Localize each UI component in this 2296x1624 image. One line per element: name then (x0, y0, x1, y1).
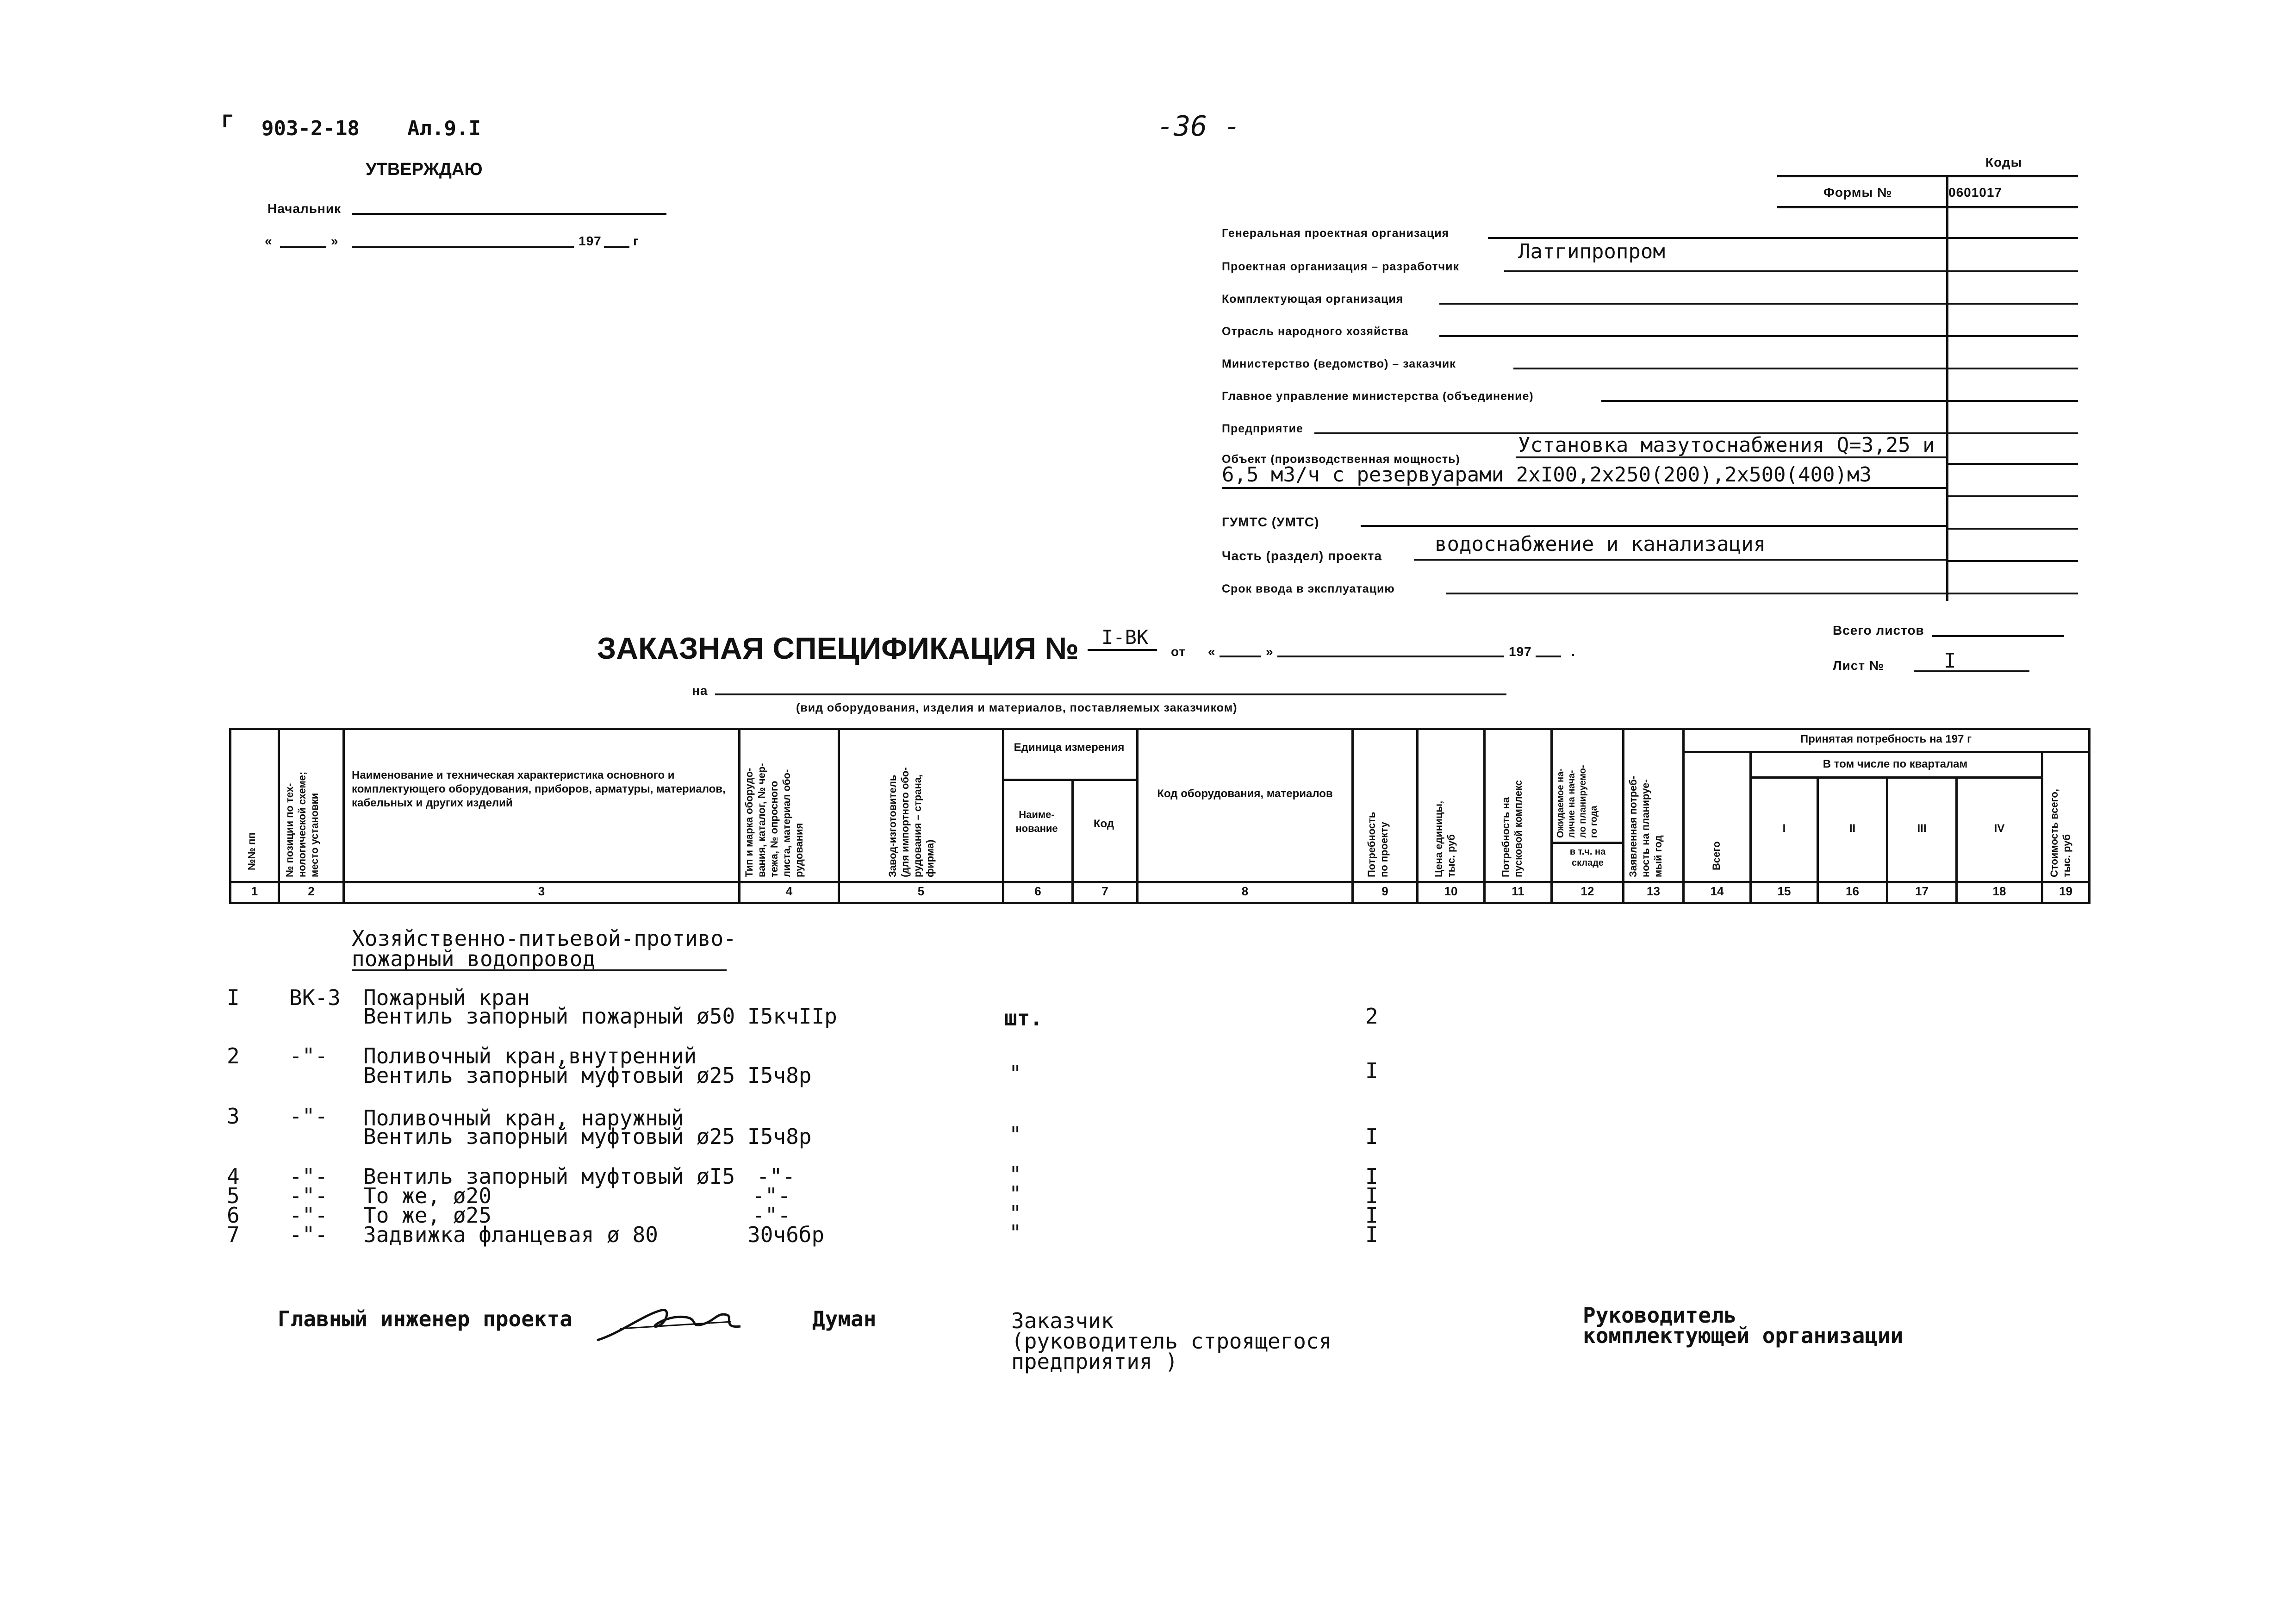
th-need-project: Потребность по проекту (1366, 812, 1390, 877)
table-top-border (229, 728, 2090, 730)
spec-number-line (1088, 649, 1157, 651)
v-border-1 (278, 728, 280, 904)
v-border-13 (1682, 728, 1685, 904)
th-position: № позиции по тех- нологической схеме; место установки (284, 771, 320, 877)
row-6-pos: -"- (289, 1203, 328, 1228)
th-expected: Ожидаемое на- личие на нача- ло планируемо- го года (1556, 765, 1599, 838)
term-line (1446, 593, 1946, 594)
enterprise-code (1948, 432, 2078, 434)
row-5-type: -"- (752, 1183, 791, 1208)
approve-day-line (280, 246, 326, 248)
row-2-name1: Поливочный кран,внутренний (363, 1043, 697, 1068)
th-declared: Заявленная потреб- ность на планируе- мый год (1627, 775, 1664, 877)
th-manufacturer: Завод-изготовитель (для импортного обо- рудования – страна, фирма) (887, 767, 936, 877)
col-num-11: 11 (1512, 884, 1524, 898)
main-dept-code (1948, 400, 2078, 402)
term-label: Срок ввода в эксплуатацию (1222, 582, 1395, 595)
col-num-8: 8 (1241, 884, 1249, 898)
table-numbers-bottom (229, 902, 2090, 904)
customer-3: предприятия ) (1011, 1349, 1178, 1374)
engineer-name: Думан (812, 1306, 877, 1331)
row-7-unit: " (1009, 1220, 1022, 1245)
col-num-14: 14 (1710, 884, 1724, 898)
sheet-line (1914, 670, 2029, 672)
row-7-name1: Задвижка фланцевая ø 80 (363, 1222, 658, 1247)
c12-split-line (1550, 842, 1622, 844)
object-code-2 (1948, 495, 2078, 497)
approve-date-close: » (331, 234, 339, 248)
ministry-line (1513, 368, 1946, 369)
row-3-no: 3 (227, 1104, 240, 1129)
chief-engineer-label: Главный инженер проекта (278, 1306, 572, 1331)
row-7-no: 7 (227, 1222, 240, 1247)
complect-org-label: Комплектующая организация (1222, 293, 1404, 306)
v-border-8 (1351, 728, 1354, 904)
spec-year-dot: . (1571, 644, 1575, 659)
th-in-stock: в т.ч. на складе (1569, 847, 1606, 868)
th-q4: IV (1994, 822, 2005, 835)
row-7-qty: I (1365, 1222, 1378, 1247)
object-line-2 (1222, 487, 1946, 489)
col-num-16: 16 (1846, 884, 1859, 898)
part-code (1948, 560, 2078, 562)
th-q2: II (1849, 822, 1856, 835)
v-border-7 (1136, 728, 1139, 904)
v-border-14 (1749, 751, 1752, 904)
col-num-4: 4 (785, 884, 793, 898)
row-7-type: 30ч6бр (747, 1222, 825, 1247)
gumts-code (1948, 528, 2078, 530)
enterprise-label: Предприятие (1222, 422, 1303, 435)
v-border-2 (342, 728, 345, 904)
gumts-line (1361, 525, 1946, 527)
unit-group-line (1002, 779, 1136, 781)
row-6-no: 6 (227, 1203, 240, 1228)
col-num-17: 17 (1915, 884, 1929, 898)
col-num-9: 9 (1381, 884, 1388, 898)
object-value-1: Установка мазутоснабжения Q=3,25 и (1518, 433, 1935, 457)
row-5-no: 5 (227, 1183, 240, 1208)
row-1-no: I (227, 985, 240, 1010)
album-number: Ал.9.I (407, 117, 481, 140)
codes-top-line (1777, 175, 2078, 177)
col-num-1: 1 (251, 884, 258, 898)
spec-on-caption: (вид оборудования, изделия и материалов, поставляемых заказчиком) (796, 701, 1238, 714)
approve-year-line (604, 246, 629, 248)
th-unit-group: Единица измерения (1014, 741, 1125, 754)
head-2: комплектующей организации (1583, 1323, 1904, 1348)
row-4-qty: I (1365, 1164, 1378, 1189)
spec-month-line (1277, 656, 1504, 657)
general-org-code (1948, 237, 2078, 239)
v-border-4 (838, 728, 840, 904)
general-org-line (1488, 237, 1946, 239)
row-6-type: -"- (752, 1203, 791, 1228)
spec-number: I-ВК (1101, 626, 1149, 649)
row-3-name2: Вентиль запорный муфтовый ø25 (363, 1124, 735, 1149)
row-3-type: I5ч8р (747, 1124, 812, 1149)
col-num-19: 19 (2059, 884, 2072, 898)
corner-mark: Г (222, 111, 233, 131)
row-2-pos: -"- (289, 1043, 328, 1068)
main-dept-label: Главное управление министерства (объединение) (1222, 390, 1534, 403)
row-4-type: -"- (757, 1164, 796, 1189)
form-code: 0601017 (1948, 185, 2003, 200)
spec-on-label: на (692, 683, 708, 698)
series-number: 903-2-18 (261, 117, 360, 140)
th-number: №№ пп (246, 832, 257, 870)
row-1-name1: Пожарный кран (363, 985, 530, 1010)
customer-2: (руководитель строящегося (1011, 1329, 1332, 1354)
project-org-code (1948, 270, 2078, 272)
v-border-11 (1550, 728, 1553, 904)
sheet-label: Лист № (1833, 658, 1885, 673)
row-4-name1: Вентиль запорный муфтовый øI5 (363, 1164, 735, 1189)
row-1-pos: ВК-3 (289, 985, 341, 1010)
sheet-value: I (1944, 649, 1956, 673)
row-6-unit: " (1009, 1201, 1022, 1226)
approve-label: УТВЕРЖДАЮ (366, 160, 483, 179)
spec-day-line (1220, 656, 1261, 657)
complect-org-code (1948, 303, 2078, 305)
complect-org-line (1439, 303, 1946, 305)
v-border-12 (1622, 728, 1624, 904)
th-price: Цена единицы, тыс. руб (1433, 800, 1457, 877)
industry-label: Отрасль народного хозяйства (1222, 325, 1409, 338)
row-7-pos: -"- (289, 1222, 328, 1247)
spec-year: 197 (1509, 644, 1532, 659)
col-num-3: 3 (538, 884, 545, 898)
col-num-6: 6 (1034, 884, 1041, 898)
total-sheets-label: Всего листов (1833, 623, 1924, 637)
ministry-code (1948, 368, 2078, 369)
section-title-1: Хозяйственно-питьевой-противо- (352, 926, 736, 951)
th-name: Наименование и техническая характеристика основного и комплектующего оборудования, приборов, арматуры, материалов, кабельных и других изделий (352, 769, 726, 809)
col-num-15: 15 (1777, 884, 1791, 898)
codes-title: Коды (1985, 155, 2022, 169)
part-line (1414, 559, 1946, 561)
project-org-label: Проектная организация – разработчик (1222, 260, 1459, 273)
spec-on-line (715, 693, 1506, 695)
th-accepted-group: Принятая потребность на 197 г (1800, 733, 1972, 745)
row-2-name2: Вентиль запорный муфтовый ø25 (363, 1063, 735, 1088)
main-dept-line (1601, 400, 1946, 402)
row-1-type: I5кчIIр (747, 1004, 837, 1029)
part-value: водоснабжение и канализация (1435, 532, 1766, 556)
col-num-18: 18 (1992, 884, 2006, 898)
row-1-unit: шт. (1004, 1006, 1043, 1031)
section-underline (352, 969, 727, 971)
customer-1: Заказчик (1011, 1308, 1114, 1333)
row-4-no: 4 (227, 1164, 240, 1189)
ministry-label: Министерство (ведомство) – заказчик (1222, 357, 1456, 370)
col-num-2: 2 (308, 884, 315, 898)
accepted-group-line (1682, 751, 2090, 753)
th-q3: III (1917, 822, 1927, 835)
row-1-qty: 2 (1365, 1004, 1378, 1029)
codes-form-line (1777, 206, 2078, 208)
general-org-label: Генеральная проектная организация (1222, 227, 1450, 240)
project-org-value: Латгипропром (1518, 240, 1665, 263)
part-label: Часть (раздел) проекта (1222, 549, 1382, 563)
object-code (1948, 463, 2078, 465)
row-5-qty: I (1365, 1183, 1378, 1208)
row-1-name2: Вентиль запорный пожарный ø50 (363, 1004, 735, 1029)
th-q1: I (1782, 822, 1786, 835)
gumts-label: ГУМТС (УМТС) (1222, 515, 1319, 529)
approve-month-line (352, 246, 574, 248)
v-border-18 (2041, 751, 2043, 904)
th-type: Тип и марка оборудо- вания, каталог, № чер- тежа, № опросного листа, материал обо- рудования (743, 763, 805, 877)
th-unit-code: Код (1093, 818, 1114, 830)
approve-date-open: « (265, 234, 273, 248)
total-sheets-line (1932, 635, 2064, 637)
project-org-line (1504, 270, 1946, 272)
spec-from: от (1171, 644, 1186, 659)
row-5-pos: -"- (289, 1183, 328, 1208)
chief-line (352, 213, 666, 215)
col-num-13: 13 (1647, 884, 1660, 898)
object-label: Объект (производственная мощность) (1222, 453, 1460, 466)
approve-year-prefix: 197 (579, 234, 602, 248)
th-cost: Стоимость всего, тыс. руб (2048, 789, 2072, 877)
row-3-name1: Поливочный кран, наружный (363, 1106, 684, 1131)
form-label: Формы № (1823, 185, 1892, 200)
row-6-qty: I (1365, 1203, 1378, 1228)
quarters-group-line (1749, 776, 2041, 779)
spec-q-open: « (1208, 644, 1216, 659)
v-border-3 (738, 728, 740, 904)
spec-title: ЗАКАЗНАЯ СПЕЦИФИКАЦИЯ № (597, 631, 1079, 665)
signature-image (592, 1296, 750, 1347)
object-line-1 (1516, 456, 1946, 458)
col-num-10: 10 (1444, 884, 1458, 898)
v-border-9 (1416, 728, 1419, 904)
col-num-7: 7 (1101, 884, 1108, 898)
row-3-pos: -"- (289, 1104, 328, 1129)
page-number: -36 - (1157, 110, 1241, 143)
col-num-12: 12 (1580, 884, 1594, 898)
term-code (1948, 593, 2078, 594)
row-4-pos: -"- (289, 1164, 328, 1189)
row-4-unit: " (1009, 1162, 1022, 1187)
section-title-2: пожарный водопровод (352, 946, 596, 971)
row-2-unit: " (1009, 1061, 1022, 1086)
table-header-bottom (229, 881, 2090, 883)
col-num-5: 5 (917, 884, 925, 898)
row-6-name1: То же, ø25 (363, 1203, 492, 1228)
row-3-qty: I (1365, 1124, 1378, 1149)
row-2-qty: I (1365, 1058, 1378, 1083)
v-border-0 (229, 728, 231, 904)
v-border-10 (1483, 728, 1486, 904)
row-2-type: I5ч8р (747, 1063, 812, 1088)
th-total: Всего (1711, 841, 1722, 870)
spec-q-close: » (1266, 644, 1274, 659)
spec-year-line (1536, 656, 1561, 657)
th-equipment-code: Код оборудования, материалов (1157, 787, 1333, 800)
codes-divider (1946, 175, 1948, 601)
row-2-no: 2 (227, 1043, 240, 1068)
chief-label: Начальник (268, 201, 342, 216)
object-value-2: 6,5 м3/ч с резервуарами 2хI00,2х250(200),2х500(400)м3 (1222, 463, 1872, 487)
th-need-launch: Потребность на пусковой комплекс (1500, 780, 1524, 877)
industry-line (1439, 335, 1946, 337)
row-3-unit: " (1009, 1122, 1022, 1147)
approve-year-suffix: г (633, 234, 639, 248)
th-quarters-group: В том числе по кварталам (1823, 758, 1968, 770)
industry-code (1948, 335, 2078, 337)
row-5-name1: То же, ø20 (363, 1183, 492, 1208)
head-1: Руководитель (1583, 1303, 1737, 1328)
row-5-unit: " (1009, 1181, 1022, 1206)
v-border-19 (2088, 728, 2091, 904)
th-unit-name: Наиме-нование (1015, 809, 1058, 834)
